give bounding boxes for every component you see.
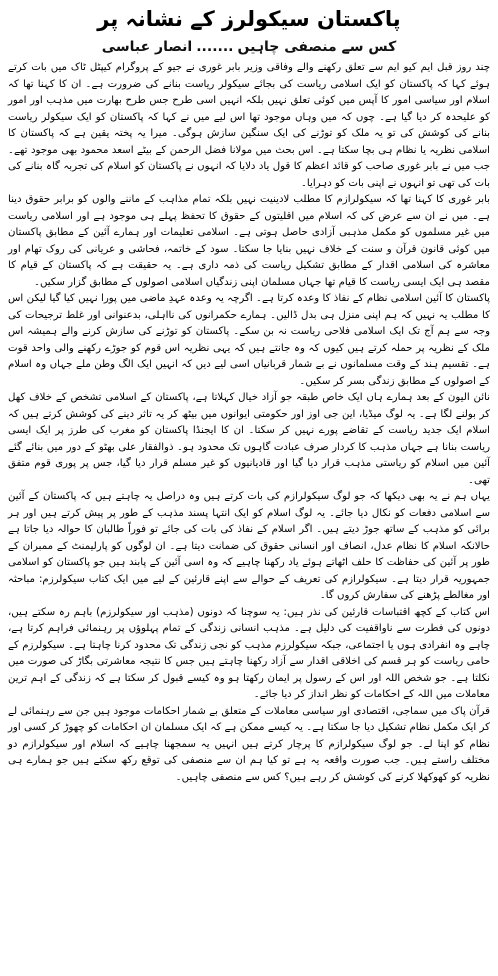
article-headline: پاکستان سیکولرز کے نشانہ پر — [97, 7, 401, 31]
paragraph: اس کتاب کے کچھ اقتباسات قارئین کی نذر ہیں: یہ سوچنا کہ دونوں (مذہب اور سیکولرزم) باہم رہ سکتے ہیں، دونوں کی فطرت سے ناواقفیت کی دلیل ہے۔ مذہب انسانی زندگی کے تمام پہلوؤں پر رہنمائی فراہم کرتا ہے، چاہے وہ انفرادی ہوں یا اجتماعی، جبکہ سیکولرزم مذہب کو نجی زندگی تک محدود کرنا چاہتا ہے۔ سیکولرزم کے حامی ریاست کو ہر قسم کی اخلاقی اقدار سے آزاد رکھنا چاہتے ہیں جس کا نتیجہ معاشرتی بگاڑ کی صورت میں نکلتا ہے۔ جو شخص اللہ اور اس کے رسول پر ایمان رکھتا ہو وہ کیسے قبول کر سکتا ہے کہ زندگی کے اہم ترین معاملات میں اللہ کے احکامات کو نظر انداز کر دیا جائے۔ — [8, 606, 490, 700]
paragraph: نائن الیون کے بعد ہمارے ہاں ایک خاص طبقہ جو آزاد خیال کہلاتا ہے، پاکستان کے اسلامی تشخص کے خلاف کھل کر بولنے لگا ہے۔ یہ لوگ میڈیا، این جی اوز اور حکومتی ایوانوں میں بیٹھ کر یہ تاثر دینے کی کوشش کرتے ہیں کہ اسلام ایک جدید ریاست کے تقاضے پورے نہیں کر سکتا۔ ان کا ایجنڈا پاکستان کو مغرب کی طرز پر ایک ایسی ریاست بنانا ہے جہاں مذہب کا کردار صرف عبادت گاہوں تک محدود ہو۔ ذوالفقار علی بھٹو کے دور میں بنائے گئے آئین میں اسلام کو ریاستی مذہب قرار دیا گیا اور قادیانیوں کو غیر مسلم قرار دیا گیا، جس پر پوری قوم متفق تھی۔ — [8, 392, 490, 486]
separator-dots: ....... — [196, 39, 234, 55]
byline — [8, 34, 490, 60]
paragraph: یہاں ہم نے یہ بھی دیکھا کہ جو لوگ سیکولرازم کی بات کرتے ہیں وہ دراصل یہ چاہتے ہیں کہ پاکستان کے آئین سے اسلامی دفعات کو نکال دیا جائے۔ یہ لوگ اسلام کو ایک انتہا پسند مذہب کے طور پر پیش کرتے ہیں اور ہر برائی کو مذہب کے ساتھ جوڑ دیتے ہیں۔ اگر اسلام کے نفاذ کی بات کی جائے تو فوراً طالبان کا حوالہ دیا جاتا ہے حالانکہ اسلام کا نظام عدل، انصاف اور انسانی حقوق کی ضمانت دیتا ہے۔ ان لوگوں کو پارلیمنٹ کے ممبران کے طور پر آئین کی حفاظت کا حلف اٹھاتے ہوئے یاد رکھنا چاہیے کہ وہ اسی آئین کے پابند ہیں جو پاکستان کو اسلامی جمہوریہ قرار دیتا ہے۔ سیکولرازم کی تعریف کے حوالے سے اپنے قارئین کے لیے میں ایک کتاب سیکولرزم: مباحثہ اور مغالطے پڑھنے کی سفارش کروں گا۔ — [8, 491, 490, 601]
paragraph: بابر غوری کا کہنا تھا کہ سیکولرازم کا مطلب لادینیت نہیں بلکہ تمام مذاہب کے ماننے والوں کو برابر حقوق دینا ہے۔ میں نے ان سے عرض کی کہ اسلام میں اقلیتوں کے حقوق کا تحفظ پہلے ہی موجود ہے اور اسلامی ریاست میں غیر مسلموں کو مکمل مذہبی آزادی حاصل ہوتی ہے۔ اسلامی تعلیمات اور ہمارے آئین کے مطابق پاکستان میں کوئی قانون قرآن و سنت کے خلاف نہیں بنایا جا سکتا۔ سود کے خاتمہ، فحاشی و عریانی کی روک تھام اور معاشرہ کی اسلامی اقدار کے مطابق تشکیل ریاست کی ذمہ داری ہے۔ یہ حقیقت ہے کہ پاکستان کے قیام کا مقصد ہی ایک ایسی ریاست کا قیام تھا جہاں مسلمان اپنی زندگیاں اسلامی اصولوں کے مطابق گزار سکیں۔ — [8, 194, 490, 288]
paragraph: پاکستان کا آئین اسلامی نظام کے نفاذ کا وعدہ کرتا ہے۔ اگرچہ یہ وعدہ عہدِ ماضی میں پورا نہیں کیا گیا لیکن اس کا مطلب یہ نہیں کہ ہم اپنی منزل ہی بدل ڈالیں۔ ہمارے حکمرانوں کی نااہلی، بدعنوانی اور غلط ترجیحات کی وجہ سے ہم آج تک ایک اسلامی فلاحی ریاست نہ بن سکے۔ پاکستان کو توڑنے کی سازش کرنے والے ہمیشہ اس ملک کے نظریہ پر حملہ کرتے ہیں کیوں کہ وہ جانتے ہیں کہ یہی نظریہ اس قوم کو جوڑے رکھنے والی واحد قوت ہے۔ تقسیم ہند کے وقت مسلمانوں نے بے شمار قربانیاں اسی لیے دیں کہ انہیں ایک الگ وطن ملے جہاں وہ اسلام کے اصولوں کے مطابق زندگی بسر کر سکیں۔ — [8, 293, 490, 387]
paragraph: چند روز قبل ایم کیو ایم سے تعلق رکھنے والے وفاقی وزیر بابر غوری نے جیو کے پروگرام کیپٹل ٹاک میں بات کرتے ہوئے کہا کہ پاکستان کو ایک اسلامی ریاست کی بجائے سیکولر ریاست بنانے کی ضرورت ہے۔ ان کا کہنا تھا کہ اسلام اور سیاسی امور کا آپس میں کوئی تعلق نہیں بلکہ انہیں اسی طرح جس طرح بھارت میں مذہب اور امور کو علیحدہ کر دیا گیا ہے۔ چوں کہ میں وہاں موجود تھا اس لیے میں نے کہا کہ پاکستان کو ایک سیکولر ریاست بنانے کی کوشش کی تو یہ ملک کو توڑنے کی ایک سنگین سازش ہوگی۔ میرا یہ پختہ یقین ہے کہ پاکستان کا اسلامی نظریہ یا نظام ہی بچا سکتا ہے۔ اس بحث میں مولانا فضل الرحمن کے بیٹے اسعد محمود بھی موجود تھے۔ جب میں نے بابر غوری صاحب کو قائد اعظم کا قول یاد دلایا کہ انہوں نے پاکستان کو اسلام کی تجربہ گاہ بنانے کی بات کی تھی تو انہوں نے اپنی بات کو دہرایا۔ — [8, 62, 490, 189]
subtitle: کس سے منصفی چاہیں — [237, 39, 397, 55]
article-body — [8, 60, 490, 786]
author-name: انصار عباسی — [101, 39, 193, 55]
paragraph: قرآن پاک میں سماجی، اقتصادی اور سیاسی معاملات کے متعلق بے شمار احکامات موجود ہیں جن سے رہنمائی لے کر ایک مکمل نظام تشکیل دیا جا سکتا ہے۔ یہ کیسے ممکن ہے کہ ایک مسلمان ان احکامات کو چھوڑ کر کسی اور نظام کو اپنا لے۔ جو لوگ سیکولرازم کا پرچار کرتے ہیں انہیں یہ سمجھنا چاہیے کہ اسلام اور سیکولرازم دو مختلف راستے ہیں۔ جب صورت واقعہ یہ ہے تو کیا ہم ان سے منصفی کی توقع رکھ سکتے ہیں جو ہمارے ہی نظریہ کو کھوکھلا کرنے کی کوشش کر رہے ہیں؟ کس سے منصفی چاہیں۔ — [8, 705, 490, 783]
